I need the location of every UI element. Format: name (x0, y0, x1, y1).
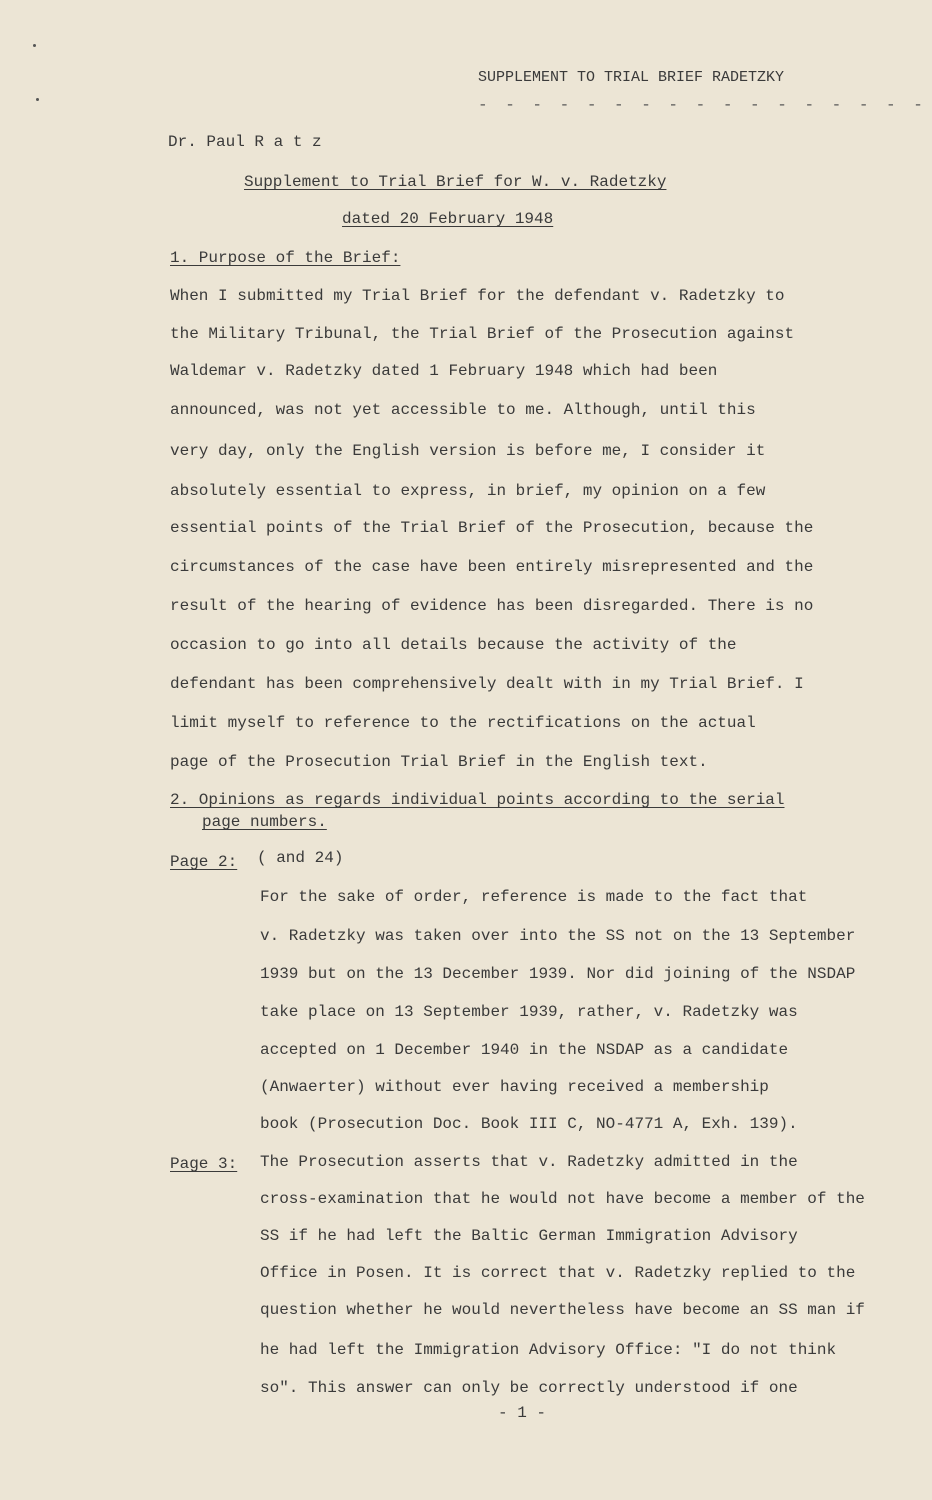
header-heading: SUPPLEMENT TO TRIAL BRIEF RADETZKY (478, 69, 785, 86)
body-line: announced, was not yet accessible to me. Although, until this (170, 401, 756, 419)
body-line: cross-examination that he would not have become a member of the (260, 1190, 865, 1208)
section1-heading: 1. Purpose of the Brief: (170, 249, 401, 267)
page2-label: Page 2: (170, 853, 238, 871)
body-line: question whether he would nevertheless have become an SS man if (260, 1301, 865, 1319)
body-line: he had left the Immigration Advisory Office: "I do not think (260, 1341, 837, 1359)
body-line: Office in Posen. It is correct that v. Radetzky replied to the (260, 1264, 856, 1282)
section2-heading: 2. Opinions as regards individual points according to the serial (170, 791, 785, 809)
body-line: (Anwaerter) without ever having received a membership (260, 1078, 769, 1096)
body-line: accepted on 1 December 1940 in the NSDAP as a candidate (260, 1041, 789, 1059)
page-number: - 1 - (498, 1404, 547, 1422)
margin-mark (33, 44, 36, 47)
body-line: SS if he had left the Baltic German Immigration Advisory (260, 1227, 798, 1245)
body-line: so". This answer can only be correctly understood if one (260, 1379, 798, 1397)
body-line: take place on 13 September 1939, rather, v. Radetzky was (260, 1003, 798, 1021)
body-line: very day, only the English version is before me, I consider it (170, 442, 766, 460)
author-line: Dr. Paul R a t z (168, 133, 322, 151)
body-line: circumstances of the case have been entirely misrepresented and the (170, 558, 814, 576)
body-line: Waldemar v. Radetzky dated 1 February 1948 which had been (170, 362, 718, 380)
body-line: limit myself to reference to the rectifications on the actual (170, 714, 756, 732)
margin-mark (36, 98, 39, 101)
body-line: result of the hearing of evidence has been disregarded. There is no (170, 597, 814, 615)
section2-heading-cont: page numbers. (202, 813, 327, 831)
date-line: dated 20 February 1948 (342, 210, 554, 228)
body-line: v. Radetzky was taken over into the SS not on the 13 September (260, 927, 856, 945)
body-line: defendant has been comprehensively dealt with in my Trial Brief. I (170, 675, 804, 693)
header-rule: - - - - - - - - - - - - - - - - - (478, 96, 927, 114)
body-line: 1939 but on the 13 December 1939. Nor did joining of the NSDAP (260, 965, 856, 983)
body-line: The Prosecution asserts that v. Radetzky admitted in the (260, 1153, 798, 1171)
page3-label: Page 3: (170, 1155, 238, 1173)
body-line: the Military Tribunal, the Trial Brief of the Prosecution against (170, 325, 795, 343)
title-line: Supplement to Trial Brief for W. v. Radetzky (244, 173, 667, 191)
body-line: When I submitted my Trial Brief for the defendant v. Radetzky to (170, 287, 785, 305)
body-line: For the sake of order, reference is made to the fact that (260, 888, 808, 906)
body-line: essential points of the Trial Brief of the Prosecution, because the (170, 519, 814, 537)
page2-note: ( and 24) (257, 849, 344, 867)
body-line: page of the Prosecution Trial Brief in the English text. (170, 753, 708, 771)
body-line: occasion to go into all details because the activity of the (170, 636, 737, 654)
body-line: book (Prosecution Doc. Book III C, NO-4771 A, Exh. 139). (260, 1115, 798, 1133)
body-line: absolutely essential to express, in brief, my opinion on a few (170, 482, 766, 500)
